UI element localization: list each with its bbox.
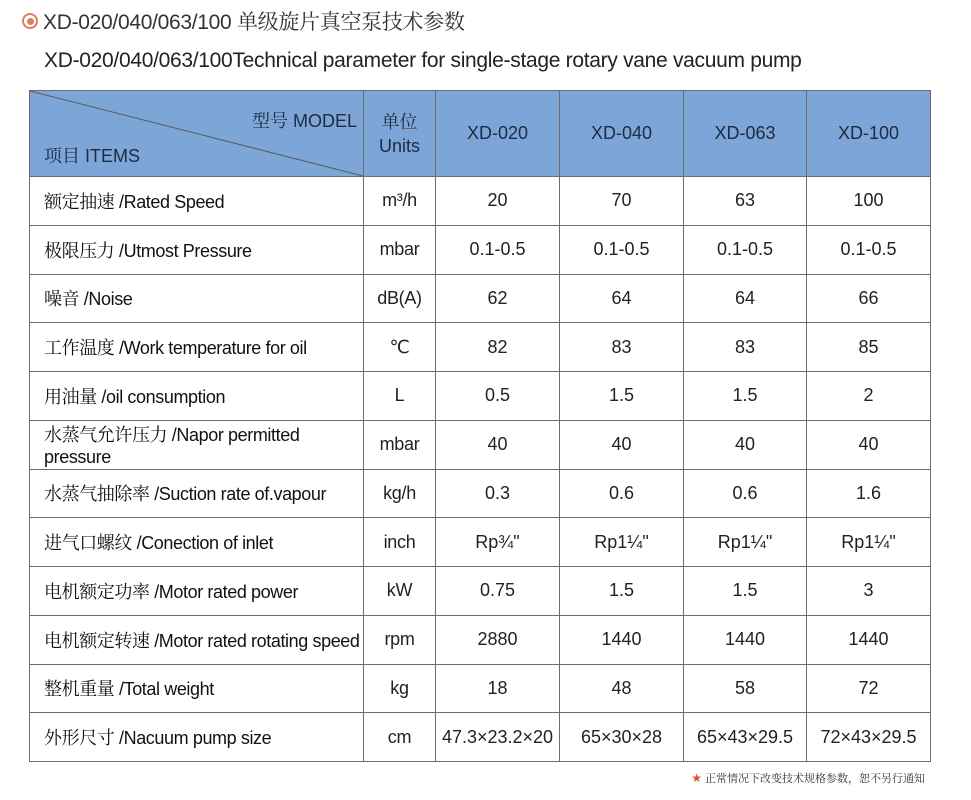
row-value: 100 [807, 177, 931, 226]
row-value: 2 [807, 372, 931, 421]
row-item: 整机重量 /Total weight [30, 664, 364, 713]
table-row [30, 274, 931, 323]
row-value: 64 [560, 274, 684, 323]
row-value: 2880 [436, 615, 560, 664]
page-title-cn [22, 6, 465, 36]
table-row [30, 518, 931, 567]
row-value: 0.1-0.5 [684, 225, 807, 274]
table-row [30, 664, 931, 713]
header-items-label: 项目 ITEMS [44, 146, 141, 166]
table-header-row [30, 91, 931, 177]
row-value: Rp¾" [436, 518, 560, 567]
row-unit: mbar [364, 420, 436, 469]
row-item: 额定抽速 /Rated Speed [30, 177, 364, 226]
row-value: 1440 [560, 615, 684, 664]
row-value: 40 [560, 420, 684, 469]
row-item: 极限压力 /Utmost Pressure [30, 225, 364, 274]
row-item: 噪音 /Noise [30, 274, 364, 323]
row-value: 48 [560, 664, 684, 713]
header-unit-cn: 单位 [381, 111, 418, 132]
table-row [30, 177, 931, 226]
row-unit: m³/h [364, 177, 436, 226]
row-unit: kg/h [364, 469, 436, 518]
title-cn-text: XD-020/040/063/100 单级旋片真空泵技术参数 [43, 11, 465, 34]
row-value: 0.75 [436, 567, 560, 616]
row-value: 1.5 [684, 372, 807, 421]
footnote [691, 770, 925, 786]
row-value: 47.3×23.2×20 [436, 713, 560, 762]
row-value: 40 [807, 420, 931, 469]
row-value: 20 [436, 177, 560, 226]
header-model-0: XD-020 [436, 91, 560, 177]
row-unit: kg [364, 664, 436, 713]
row-item: 外形尺寸 /Nacuum pump size [30, 713, 364, 762]
row-value: 0.6 [684, 469, 807, 518]
row-value: 65×43×29.5 [684, 713, 807, 762]
table-row [30, 225, 931, 274]
row-value: 65×30×28 [560, 713, 684, 762]
header-model-items-cell [30, 91, 364, 177]
row-unit: kW [364, 567, 436, 616]
row-value: Rp1¼" [560, 518, 684, 567]
row-item: 电机额定转速 /Motor rated rotating speed [30, 615, 364, 664]
row-item: 用油量 /oil consumption [30, 372, 364, 421]
row-unit: inch [364, 518, 436, 567]
row-value: Rp1¼" [807, 518, 931, 567]
row-unit: mbar [364, 225, 436, 274]
page-title-en: XD-020/040/063/100Technical parameter for single-stage rotary vane vacuum pump [44, 49, 802, 72]
row-value: 82 [436, 323, 560, 372]
row-value: 40 [436, 420, 560, 469]
row-unit: ℃ [364, 323, 436, 372]
row-value: 0.5 [436, 372, 560, 421]
row-item: 电机额定功率 /Motor rated power [30, 567, 364, 616]
row-value: 66 [807, 274, 931, 323]
row-value: 1.5 [560, 372, 684, 421]
row-item: 进气口螺纹 /Conection of inlet [30, 518, 364, 567]
row-value: 40 [684, 420, 807, 469]
row-value: 3 [807, 567, 931, 616]
row-item: 工作温度 /Work temperature for oil [30, 323, 364, 372]
spec-table [29, 90, 931, 762]
row-value: 62 [436, 274, 560, 323]
row-item: 水蒸气抽除率 /Suction rate of.vapour [30, 469, 364, 518]
row-value: 1440 [684, 615, 807, 664]
row-value: 0.1-0.5 [560, 225, 684, 274]
row-value: 70 [560, 177, 684, 226]
row-unit: dB(A) [364, 274, 436, 323]
row-value: 0.1-0.5 [807, 225, 931, 274]
row-value: 72×43×29.5 [807, 713, 931, 762]
header-model-2: XD-063 [684, 91, 807, 177]
row-value: 83 [684, 323, 807, 372]
table-row [30, 713, 931, 762]
table-row [30, 615, 931, 664]
row-value: 0.1-0.5 [436, 225, 560, 274]
table-row [30, 567, 931, 616]
header-model-label: 型号 MODEL [251, 111, 357, 131]
row-item: 水蒸气允许压力 /Napor permitted pressure [30, 420, 364, 469]
row-value: 63 [684, 177, 807, 226]
row-value: 0.3 [436, 469, 560, 518]
footnote-text: 正常情况下改变技术规格参数，恕不另行通知 [705, 773, 925, 785]
header-unit-en: Units [378, 135, 420, 156]
row-value: 1440 [807, 615, 931, 664]
header-model-3: XD-100 [807, 91, 931, 177]
row-value: 0.6 [560, 469, 684, 518]
row-value: 58 [684, 664, 807, 713]
table-row [30, 372, 931, 421]
row-value: 18 [436, 664, 560, 713]
row-unit: rpm [364, 615, 436, 664]
row-unit: cm [364, 713, 436, 762]
row-value: 1.6 [807, 469, 931, 518]
header-units-cell [364, 91, 436, 177]
row-value: 85 [807, 323, 931, 372]
header-model-1: XD-040 [560, 91, 684, 177]
row-value: 1.5 [560, 567, 684, 616]
row-value: Rp1¼" [684, 518, 807, 567]
table-row [30, 323, 931, 372]
row-value: 72 [807, 664, 931, 713]
circle-bullet-icon [22, 13, 38, 29]
row-value: 83 [560, 323, 684, 372]
table-row [30, 469, 931, 518]
table-row [30, 420, 931, 469]
row-value: 1.5 [684, 567, 807, 616]
row-value: 64 [684, 274, 807, 323]
star-icon: ★ [691, 771, 702, 785]
row-unit: L [364, 372, 436, 421]
